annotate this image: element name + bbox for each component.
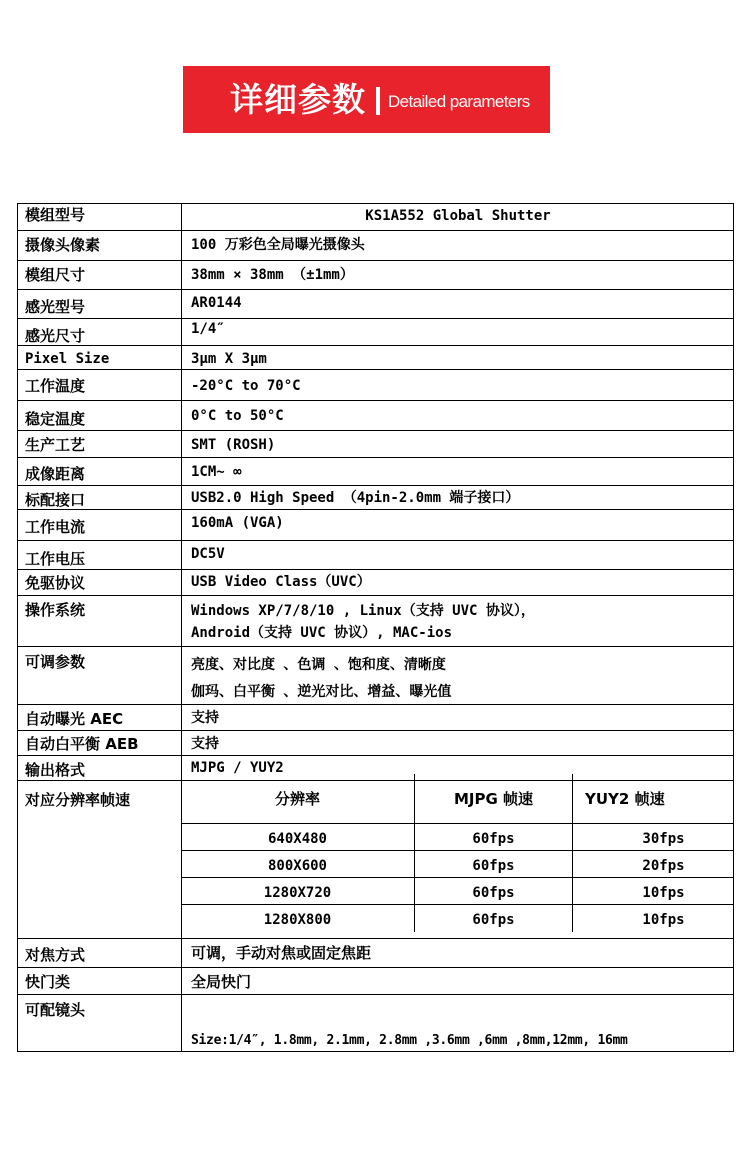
spec-row-adjustable [18, 647, 733, 705]
spec-label: 稳定温度 [18, 401, 182, 430]
spec-row-pixels [18, 231, 733, 261]
spec-row-protocol [18, 570, 733, 596]
spec-label: 对焦方式 [18, 939, 182, 967]
yuy2-fps-header: YUY2 帧速 [573, 774, 734, 824]
mjpg-fps-cell: 60fps [415, 878, 573, 905]
spec-value [183, 647, 733, 704]
spec-label: 模组型号 [18, 204, 182, 230]
banner-title-en: Detailed parameters [388, 92, 530, 111]
spec-value-line: Windows XP/7/8/10 , Linux（支持 UVC 协议）， [191, 603, 535, 619]
spec-row-voltage [18, 541, 733, 570]
spec-value: USB Video Class（UVC） [191, 574, 371, 590]
spec-row-process [18, 431, 733, 458]
spec-value: 0°C to 50°C [191, 408, 284, 424]
yuy2-fps-cell: 10fps [642, 885, 685, 901]
spec-row-module-size [18, 261, 733, 290]
spec-row-model [18, 204, 733, 231]
spec-value: 38mm × 38mm （±1mm） [191, 267, 354, 283]
mjpg-fps-cell: 60fps [415, 824, 573, 851]
spec-label: 成像距离 [18, 458, 182, 485]
spec-label: 免驱协议 [18, 570, 182, 595]
spec-value: KS1A552 Global Shutter [365, 208, 551, 224]
spec-value: 3μm X 3μm [191, 351, 267, 367]
spec-value: 160mA (VGA) [191, 515, 284, 531]
spec-label: 可调参数 [18, 647, 182, 704]
spec-row-awb [18, 731, 733, 756]
banner-title-cn: 详细参数 [230, 80, 366, 119]
spec-row-lens [18, 995, 733, 1051]
resolution-cell: 1280X720 [181, 878, 415, 905]
spec-value: 可调，手动对焦或固定焦距 [191, 944, 372, 962]
spec-value-line: Android（支持 UVC 协议）, MAC-ios [191, 625, 453, 641]
spec-label: 自动白平衡 AEB [18, 731, 182, 755]
resolution-cell: 800X600 [181, 851, 415, 878]
yuy2-fps-cell: 20fps [642, 858, 685, 874]
mjpg-fps-cell: 60fps [415, 851, 573, 878]
spec-value-line: 伽玛、白平衡 、逆光对比、增益、曝光值 [191, 684, 452, 700]
spec-value: 100 万彩色全局曝光摄像头 [191, 237, 365, 253]
mjpg-fps-cell: 60fps [415, 905, 573, 932]
spec-label: 快门类 [18, 968, 182, 994]
spec-value: 支持 [191, 736, 219, 752]
spec-label: 可配镜头 [18, 995, 182, 1051]
spec-label: 生产工艺 [18, 431, 182, 457]
spec-value: USB2.0 High Speed （4pin-2.0mm 端子接口） [191, 490, 520, 506]
spec-value: 1/4″ [191, 321, 225, 337]
table-row [181, 851, 734, 878]
spec-label: 感光尺寸 [18, 319, 182, 345]
table-row [181, 905, 734, 932]
spec-value: -20°C to 70°C [191, 378, 301, 394]
spec-value: 全局快门 [191, 973, 252, 991]
spec-value [183, 596, 733, 646]
resolution-table [181, 774, 734, 938]
spec-row-current [18, 510, 733, 541]
spec-row-shutter [18, 968, 733, 995]
spec-value: SMT (ROSH) [191, 437, 276, 453]
spec-value: DC5V [191, 546, 225, 562]
spec-row-stable-temp [18, 401, 733, 431]
spec-value: 1CM~ ∞ [191, 464, 242, 480]
table-row [181, 878, 734, 905]
spec-row-work-temp [18, 370, 733, 401]
yuy2-fps-cell: 10fps [642, 912, 685, 928]
spec-row-os [18, 596, 733, 647]
spec-row-focus [18, 939, 733, 968]
resolution-cell: 640X480 [181, 824, 415, 851]
spec-label: 工作温度 [18, 370, 182, 400]
spec-value-line: 亮度、对比度 、色调 、饱和度、清晰度 [191, 657, 446, 673]
spec-label: 操作系统 [18, 596, 182, 646]
spec-label: 输出格式 [18, 756, 182, 780]
yuy2-fps-cell: 30fps [642, 831, 685, 847]
spec-value: AR0144 [191, 295, 242, 311]
spec-row-interface [18, 486, 733, 510]
spec-label: 对应分辨率帧速 [18, 781, 182, 938]
spec-row-sensor-size [18, 319, 733, 346]
resolution-header: 分辨率 [181, 774, 415, 824]
spec-row-sensor-model [18, 290, 733, 319]
spec-value: 支持 [191, 710, 219, 726]
section-banner [183, 66, 550, 133]
spec-label: 工作电压 [18, 541, 182, 569]
mjpg-fps-header: MJPG 帧速 [415, 774, 573, 824]
spec-value: Size:1/4″, 1.8mm, 2.1mm, 2.8mm ,3.6mm ,6mm ,8mm,12mm, 16mm [191, 1033, 628, 1048]
banner-divider [376, 87, 380, 115]
spec-row-pixel-size [18, 346, 733, 370]
spec-label: 摄像头像素 [18, 231, 182, 260]
spec-label: 自动曝光 AEC [18, 705, 182, 730]
spec-label: 工作电流 [18, 510, 182, 540]
spec-label: Pixel Size [18, 346, 182, 369]
resolution-cell: 1280X800 [181, 905, 415, 932]
spec-row-imaging-distance [18, 458, 733, 486]
spec-row-aec [18, 705, 733, 731]
spec-label: 模组尺寸 [18, 261, 182, 289]
table-row [181, 824, 734, 851]
spec-value: MJPG / YUY2 [191, 760, 284, 776]
spec-label: 标配接口 [18, 486, 182, 509]
spec-label: 感光型号 [18, 290, 182, 318]
